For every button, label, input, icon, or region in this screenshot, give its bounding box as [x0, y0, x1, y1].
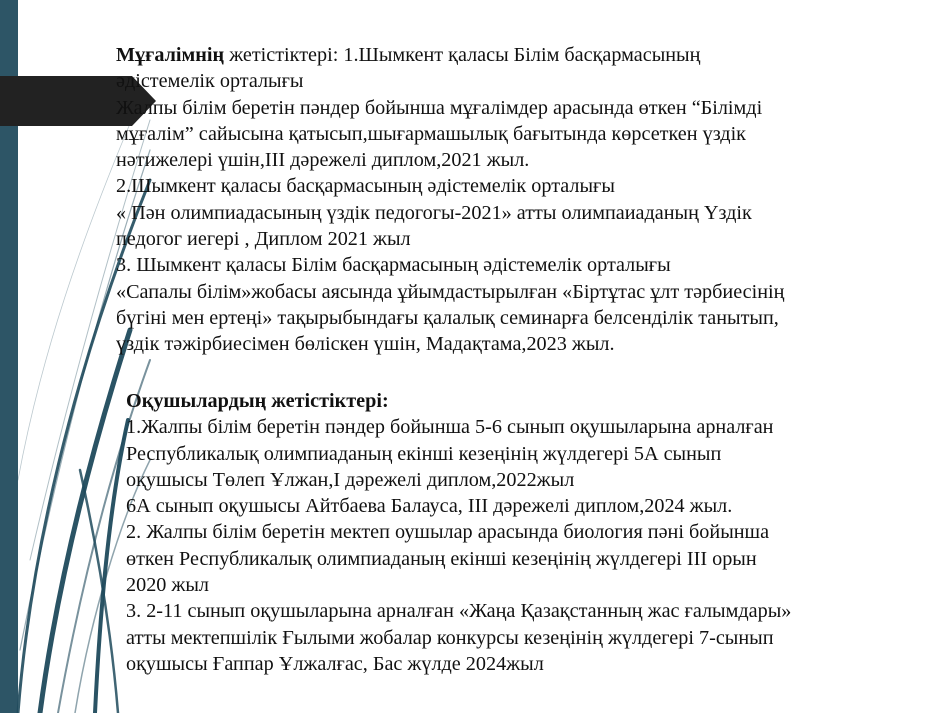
teacher-heading-bold: Мұғалімнің [116, 44, 225, 66]
teacher-line: 3. Шымкент қаласы Білім басқармасының әдістемелік орталығы [116, 254, 671, 277]
student-line: 2. Жалпы білім беретін мектеп оушылар арасында биология пәні бойынша [126, 521, 770, 544]
student-line: оқушысы Ғаппар Ұлжалғас, Бас жүлде 2024жыл [126, 652, 544, 675]
student-achievements [126, 388, 791, 677]
teacher-heading-rest: жетістіктері: 1.Шымкент қаласы Білім басқармасының [224, 44, 701, 66]
teacher-line: әдістемелік орталығы [116, 70, 304, 93]
student-line: атты мектепшілік Ғылыми жобалар конкурсы кезеңінің жүлдегері 7-сынып [126, 626, 774, 649]
student-line: оқушысы Төлеп Ұлжан,І дәрежелі диплом,2022жыл [126, 468, 575, 491]
teacher-line: педогог иегері , Диплом 2021 жыл [116, 228, 411, 251]
teacher-line: үздік тәжірбиесімен бөліскен үшін, Мадақтама,2023 жыл. [116, 333, 615, 356]
student-line: 3. 2-11 сынып оқушыларына арналған «Жаңа Қазақстанның жас ғалымдары» [126, 600, 792, 623]
teacher-line: нәтижелері үшін,III дәрежелі диплом,2021 жыл. [116, 149, 530, 172]
teacher-line: «Сапалы білім»жобасы аясында ұйымдастырылған «Біртұтас ұлт тәрбиесінің [116, 280, 785, 303]
teacher-line: 2.Шымкент қаласы басқармасының әдістемелік орталығы [116, 175, 615, 198]
student-line: 2020 жыл [126, 574, 210, 597]
teacher-line: Жалпы білім беретін пәндер бойынша мұғалімдер арасында өткен “Білімді [116, 96, 763, 119]
teacher-line: мұғалім” сайысына қатысып,шығармашылық бағытында көрсеткен үздік [116, 122, 746, 145]
student-line: өткен Республикалық олимпиаданың екінші кезеңінің жүлдегері ІІІ орын [126, 547, 757, 570]
student-line: 1.Жалпы білім беретін пәндер бойынша 5-6 сынып оқушыларына арналған [126, 416, 774, 439]
teacher-achievements [116, 42, 784, 358]
student-line: 6А сынып оқушысы Айтбаева Балауса, ІІІ дәрежелі диплом,2024 жыл. [126, 495, 733, 518]
teacher-heading-line [116, 42, 784, 68]
teacher-line: бүгіні мен ертеңі» тақырыбындағы қалалық семинарға белсенділік танытып, [116, 306, 779, 329]
student-line: Республикалық олимпиаданың екінші кезеңінің жүлдегері 5А сынып [126, 442, 722, 465]
students-heading: Оқушылардың жетістіктері: [126, 390, 389, 412]
teacher-line: « Пән олимпиадасының үздік педогогы-2021» атты олимпаиаданың Үздік [116, 201, 752, 224]
